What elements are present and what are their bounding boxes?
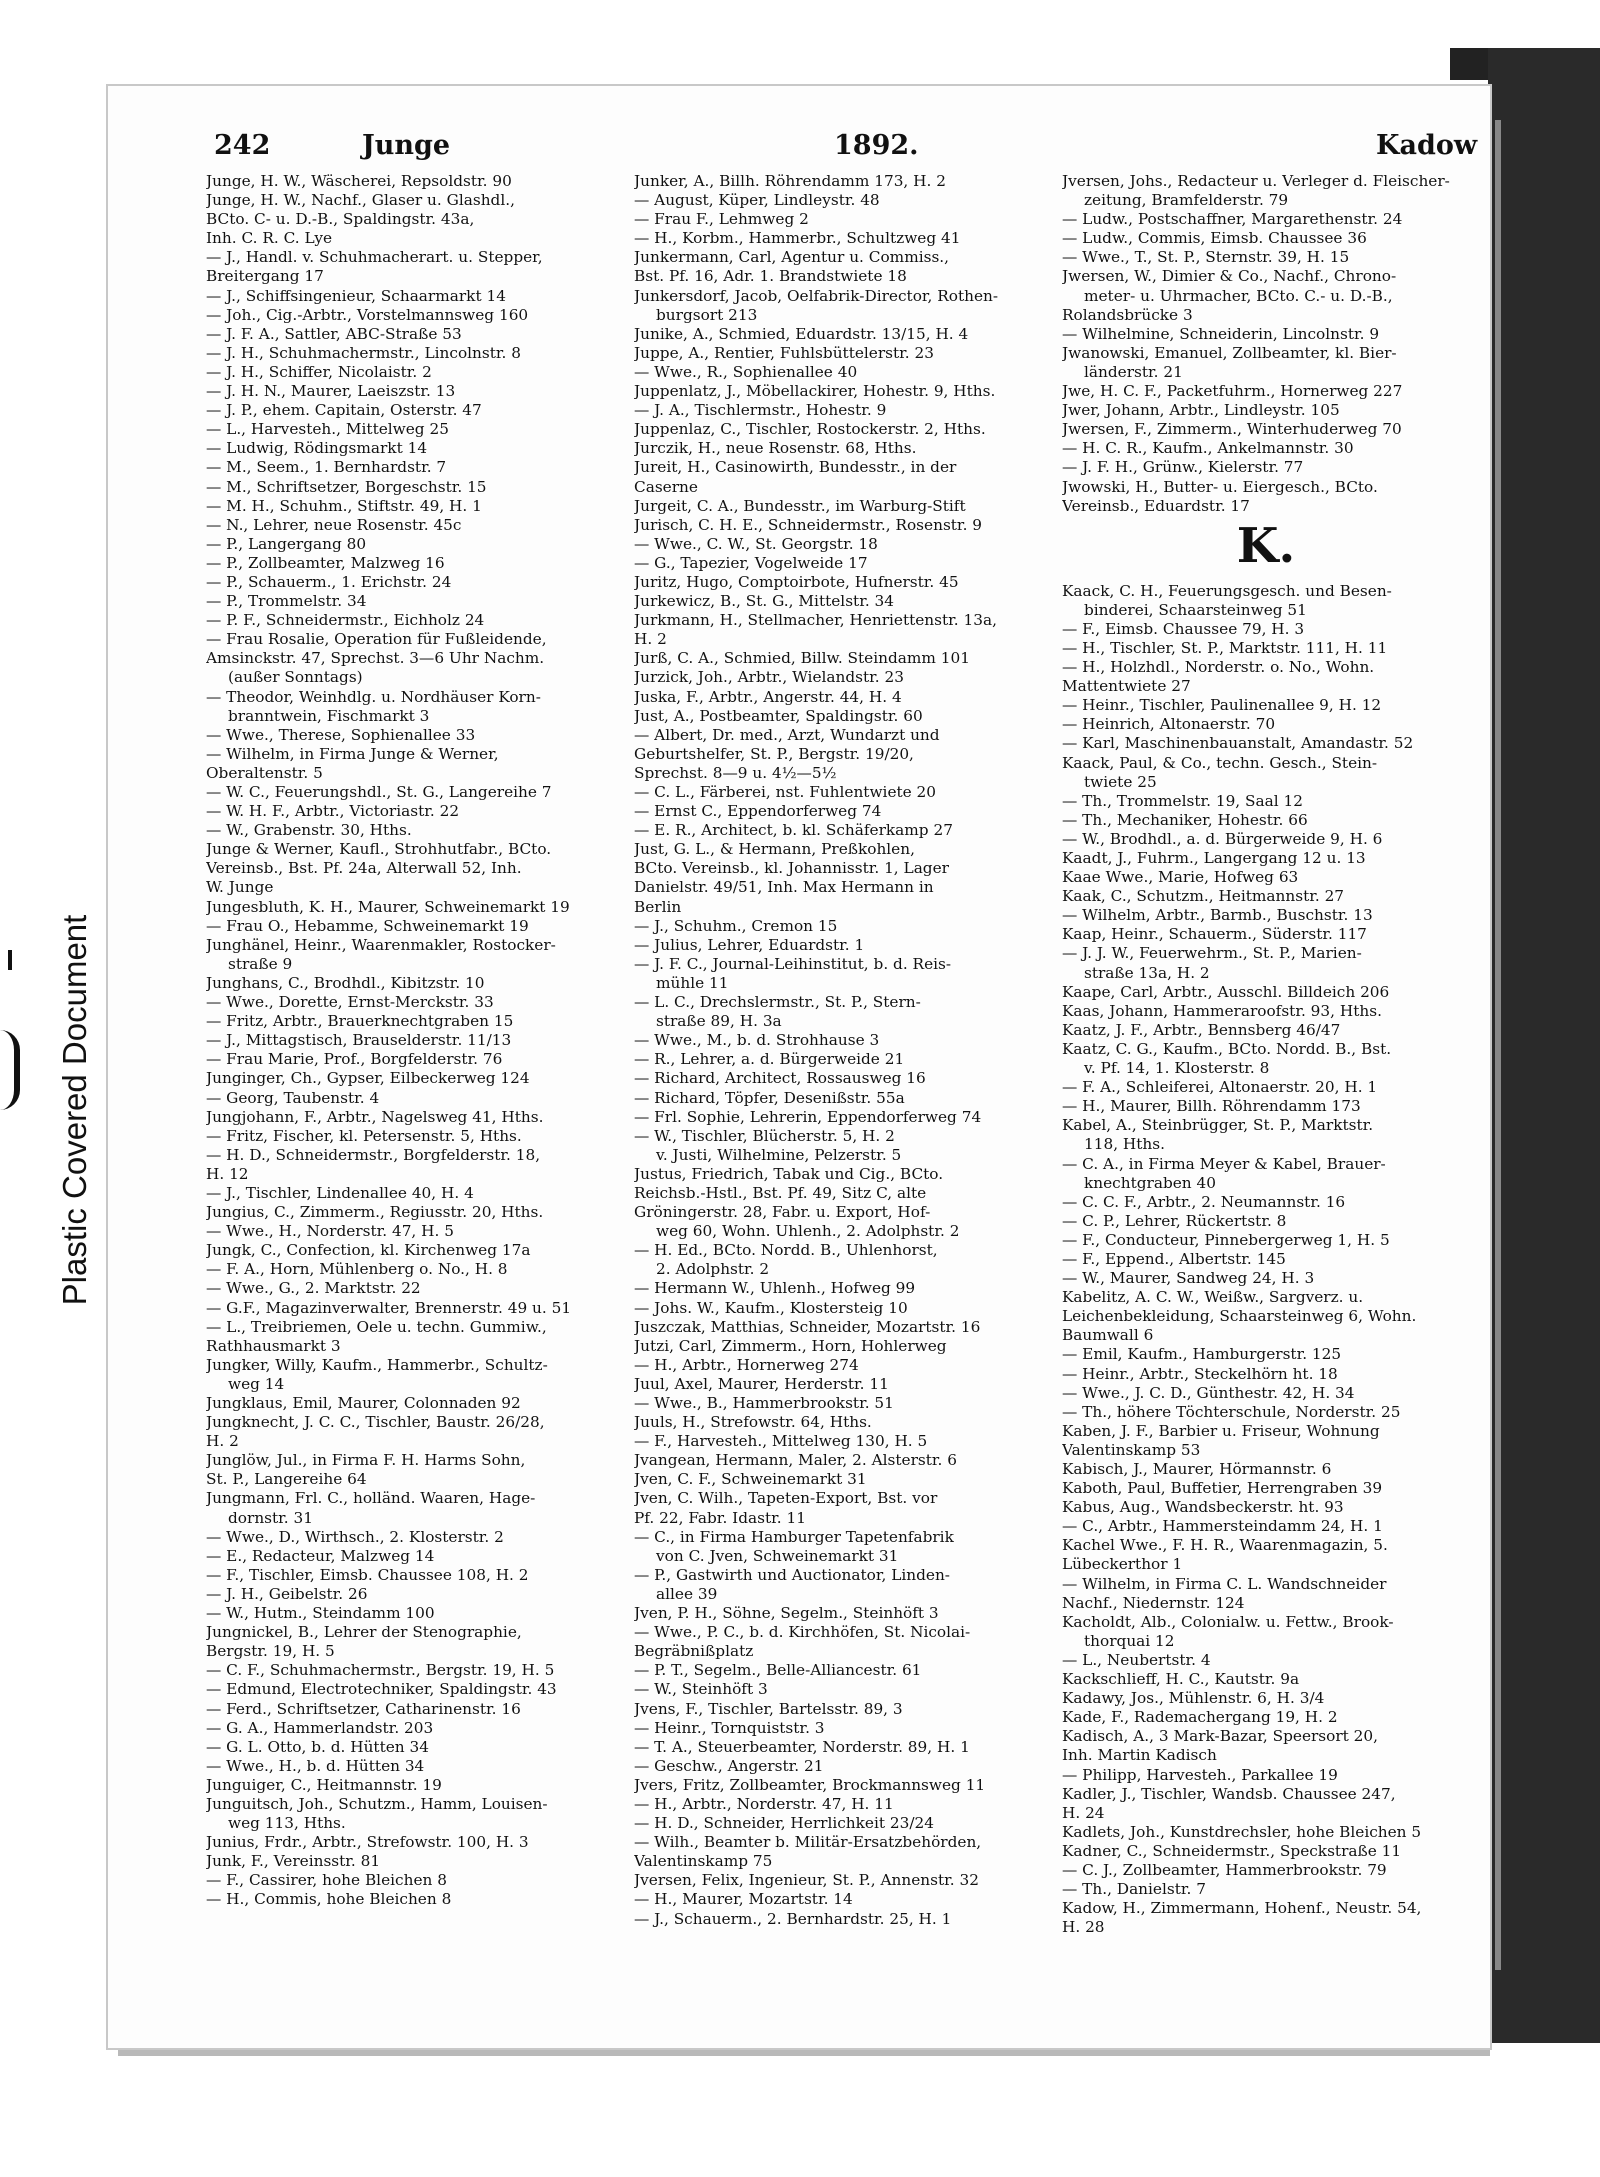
directory-entry: — L., Neubertstr. 4 — [1062, 1650, 1211, 1669]
directory-entry: St. P., Langereihe 64 — [206, 1470, 367, 1489]
directory-entry: — Fritz, Arbtr., Brauerknechtgraben 15 — [206, 1012, 514, 1031]
directory-entry: Just, A., Postbeamter, Spaldingstr. 60 — [634, 706, 923, 725]
directory-entry: — Frau Marie, Prof., Borgfelderstr. 76 — [206, 1050, 503, 1069]
directory-entry: — Frau Rosalie, Operation für Fußleidende, — [206, 630, 547, 649]
directory-entry: Jurisch, C. H. E., Schneidermstr., Rosenstr. 9 — [634, 515, 983, 534]
directory-entry: straße 9 — [228, 954, 293, 973]
directory-entry: Jungklaus, Emil, Maurer, Colonnaden 92 — [206, 1394, 521, 1412]
directory-entry: — Ludwig, Rödingsmarkt 14 — [206, 439, 428, 458]
directory-entry: — E. R., Architect, b. kl. Schäferkamp 27 — [634, 821, 953, 840]
directory-entry: von C. Jven, Schweinemarkt 31 — [656, 1546, 899, 1565]
directory-entry: Kadisch, A., 3 Mark-Bazar, Speersort 20, — [1062, 1727, 1379, 1746]
directory-entry: — L., Treibriemen, Oele u. techn. Gummiw., — [206, 1317, 547, 1336]
directory-entry: Juritz, Hugo, Comptoirbote, Hufnerstr. 45 — [634, 572, 959, 591]
directory-entry: — E., Redacteur, Malzweg 14 — [206, 1546, 435, 1565]
directory-entry: Leichenbekleidung, Schaarsteinweg 6, Wohn. — [1062, 1307, 1417, 1326]
directory-entry: — J. H. N., Maurer, Laeiszstr. 13 — [206, 382, 456, 401]
directory-entry: Kaatz, C. G., Kaufm., BCto. Nordd. B., Bst. — [1062, 1039, 1392, 1058]
directory-entry: Kadler, J., Tischler, Wandsb. Chaussee 247, — [1062, 1784, 1396, 1803]
directory-entry: BCto. Vereinsb., kl. Johannisstr. 1, Lager — [634, 859, 949, 878]
header-year: 1892. — [834, 130, 919, 161]
directory-entry: Bergstr. 19, H. 5 — [206, 1642, 335, 1661]
directory-entry: Sprechst. 8—9 u. 4½—5½ — [634, 763, 837, 782]
directory-entry: Junkermann, Carl, Agentur u. Commiss., — [634, 248, 950, 267]
directory-entry: — J. J. W., Feuerwehrm., St. P., Marien- — [1062, 944, 1362, 963]
directory-entry: — J. F. H., Grünw., Kielerstr. 77 — [1062, 458, 1304, 477]
directory-entry: Junguiger, C., Heitmannstr. 19 — [206, 1775, 442, 1794]
directory-entry: weg 60, Wohn. Uhlenh., 2. Adolphstr. 2 — [656, 1222, 960, 1241]
directory-entry: Junkersdorf, Jacob, Oelfabrik-Director, Rothen- — [634, 286, 999, 305]
directory-entry: — W., Steinhöft 3 — [634, 1680, 768, 1699]
directory-entry: Jungius, C., Zimmerm., Regiusstr. 20, Hths. — [206, 1203, 544, 1222]
directory-entry: — Ludw., Commis, Eimsb. Chaussee 36 — [1062, 229, 1367, 248]
directory-entry: Valentinskamp 53 — [1062, 1440, 1201, 1459]
directory-entry: twiete 25 — [1084, 772, 1157, 791]
directory-entry: — F., Conducteur, Pinnebergerweg 1, H. 5 — [1062, 1230, 1390, 1249]
directory-entry: — N., Lehrer, neue Rosenstr. 45c — [206, 515, 462, 534]
directory-entry: — H. C. R., Kaufm., Ankelmannstr. 30 — [1062, 439, 1354, 458]
column-3-bottom — [1062, 582, 1470, 1938]
directory-entry: allee 39 — [656, 1584, 718, 1603]
directory-entry: — J. P., ehem. Capitain, Osterstr. 47 — [206, 401, 482, 420]
directory-entry: Jvangean, Hermann, Maler, 2. Alsterstr. 6 — [634, 1451, 957, 1470]
directory-entry: — Wwe., P. C., b. d. Kirchhöfen, St. Nicolai- — [634, 1623, 971, 1642]
directory-entry: — Wilhelm, Arbtr., Barmb., Buschstr. 13 — [1062, 906, 1373, 925]
directory-entry: Jungjohann, F., Arbtr., Nagelsweg 41, Hths. — [206, 1107, 544, 1126]
directory-entry: — J. H., Schuhmachermstr., Lincolnstr. 8 — [206, 343, 521, 362]
directory-entry: — August, Küper, Lindleystr. 48 — [634, 191, 880, 210]
directory-entry: — G.F., Magazinverwalter, Brennerstr. 49 u. 51 — [206, 1298, 572, 1317]
directory-entry: Inh. Martin Kadisch — [1062, 1746, 1217, 1765]
directory-entry: v. Pf. 14, 1. Klosterstr. 8 — [1084, 1059, 1270, 1078]
directory-entry: — H., Maurer, Billh. Röhrendamm 173 — [1062, 1097, 1361, 1116]
directory-entry: — Theodor, Weinhdlg. u. Nordhäuser Korn- — [206, 687, 541, 706]
directory-entry: — H. Ed., BCto. Nordd. B., Uhlenhorst, — [634, 1241, 938, 1260]
directory-entry: Junge, H. W., Nachf., Glaser u. Glashdl., — [206, 191, 515, 210]
directory-entry: Juul, Axel, Maurer, Herderstr. 11 — [634, 1374, 889, 1393]
directory-entry: — Frau F., Lehmweg 2 — [634, 210, 809, 229]
directory-entry: Jurgeit, C. A., Bundesstr., im Warburg-Stift — [634, 496, 966, 515]
directory-entry: Rathhausmarkt 3 — [206, 1336, 341, 1355]
directory-entry: — H., Arbtr., Norderstr. 47, H. 11 — [634, 1794, 894, 1813]
directory-entry: — Johs. W., Kaufm., Klostersteig 10 — [634, 1298, 908, 1317]
directory-entry: — Richard, Architect, Rossausweg 16 — [634, 1069, 926, 1088]
directory-entry: straße 13a, H. 2 — [1084, 963, 1210, 982]
directory-entry: Berlin — [634, 897, 682, 916]
directory-entry: knechtgraben 40 — [1084, 1173, 1216, 1192]
directory-entry: Juska, F., Arbtr., Angerstr. 44, H. 4 — [634, 687, 902, 706]
directory-entry: 2. Adolphstr. 2 — [656, 1260, 770, 1279]
directory-entry: Junghans, C., Brodhdl., Kibitzstr. 10 — [206, 973, 485, 992]
directory-entry: Jwanowski, Emanuel, Zollbeamter, kl. Bier- — [1062, 343, 1397, 362]
directory-entry: Reichsb.-Hstl., Bst. Pf. 49, Sitz C, alte — [634, 1183, 927, 1202]
directory-entry: — H., Maurer, Mozartstr. 14 — [634, 1890, 853, 1909]
directory-entry: — Heinr., Tischler, Paulinenallee 9, H. 12 — [1062, 696, 1382, 715]
directory-entry: — Frl. Sophie, Lehrerin, Eppendorferweg 74 — [634, 1107, 982, 1126]
directory-entry: — Wwe., D., Wirthsch., 2. Klosterstr. 2 — [206, 1527, 504, 1546]
directory-entry: — Philipp, Harvesteh., Parkallee 19 — [1062, 1765, 1338, 1784]
directory-entry: Jurß, C. A., Schmied, Billw. Steindamm 101 — [634, 649, 970, 668]
directory-entry: — C. L., Färberei, nst. Fuhlentwiete 20 — [634, 783, 937, 801]
scan-mark — [8, 950, 12, 970]
directory-entry: — Wilhelmine, Schneiderin, Lincolnstr. 9 — [1062, 324, 1380, 343]
directory-entry: Geburtshelfer, St. P., Bergstr. 19/20, — [634, 744, 914, 763]
directory-entry: Junghänel, Heinr., Waarenmakler, Rostocker- — [206, 935, 556, 954]
directory-entry: — J., Schauerm., 2. Bernhardstr. 25, H. 1 — [634, 1909, 952, 1928]
directory-entry: — H., Arbtr., Hornerweg 274 — [634, 1355, 859, 1374]
directory-entry: Kaboth, Paul, Buffetier, Herrengraben 39 — [1062, 1479, 1383, 1498]
directory-entry: — H., Korbm., Hammerbr., Schultzweg 41 — [634, 229, 961, 248]
directory-entry: — Wilhelm, in Firma C. L. Wandschneider — [1062, 1574, 1387, 1593]
directory-entry: Kadner, C., Schneidermstr., Speckstraße 11 — [1062, 1841, 1402, 1860]
directory-entry: — P., Gastwirth und Auctionator, Linden- — [634, 1565, 950, 1584]
directory-entry: — Fritz, Fischer, kl. Petersenstr. 5, Hths. — [206, 1126, 522, 1145]
directory-entry: Kadlets, Joh., Kunstdrechsler, hohe Bleichen 5 — [1062, 1822, 1422, 1841]
directory-entry: Juszczak, Matthias, Schneider, Mozartstr. 16 — [634, 1317, 981, 1336]
directory-entry: burgsort 213 — [656, 305, 758, 324]
directory-entry: Begräbnißplatz — [634, 1642, 754, 1661]
directory-entry: — G. A., Hammerlandstr. 203 — [206, 1718, 434, 1737]
directory-columns — [206, 172, 1458, 2022]
directory-entry: Kade, F., Rademachergang 19, H. 2 — [1062, 1708, 1338, 1727]
directory-entry: Oberaltenstr. 5 — [206, 763, 323, 782]
directory-entry: H. 28 — [1062, 1918, 1105, 1937]
directory-entry: Kaack, Paul, & Co., techn. Gesch., Stein- — [1062, 753, 1378, 772]
directory-entry: Kachel Wwe., F. H. R., Waarenmagazin, 5. — [1062, 1536, 1388, 1555]
directory-entry: H. 2 — [634, 630, 667, 649]
directory-entry: — C. J., Zollbeamter, Hammerbrookstr. 79 — [1062, 1860, 1387, 1879]
directory-entry: Kaas, Johann, Hammeraroofstr. 93, Hths. — [1062, 1001, 1382, 1020]
directory-entry: Juppenlatz, J., Möbellackirer, Hohestr. 9, Hths. — [634, 382, 996, 401]
directory-entry: Kacholdt, Alb., Colonialw. u. Fettw., Brook- — [1062, 1612, 1394, 1631]
directory-entry: Jwe, H. C. F., Packetfuhrm., Hornerweg 227 — [1062, 382, 1403, 401]
column-3 — [1062, 172, 1470, 1937]
directory-entry: — J. F. C., Journal-Leihinstitut, b. d. Reis- — [634, 954, 952, 973]
directory-entry: — C., in Firma Hamburger Tapetenfabrik — [634, 1527, 954, 1546]
directory-entry: länderstr. 21 — [1084, 362, 1183, 381]
directory-entry: — W. C., Feuerungshdl., St. G., Langereihe 7 — [206, 783, 552, 801]
directory-entry: mühle 11 — [656, 973, 729, 992]
directory-entry: — Hermann W., Uhlenh., Hofweg 99 — [634, 1279, 916, 1298]
directory-entry: — H. D., Schneider, Herrlichkeit 23/24 — [634, 1814, 934, 1833]
directory-entry: Kaak, C., Schutzm., Heitmannstr. 27 — [1062, 887, 1345, 906]
directory-entry: — M., Schriftsetzer, Borgeschstr. 15 — [206, 477, 487, 496]
directory-entry: — Ludw., Postschaffner, Margarethenstr. 24 — [1062, 210, 1403, 229]
directory-entry: — F., Eimsb. Chaussee 79, H. 3 — [1062, 619, 1305, 638]
directory-entry: — Th., höhere Töchterschule, Norderstr. 25 — [1062, 1402, 1401, 1421]
directory-entry: Justus, Friedrich, Tabak und Cig., BCto. — [634, 1164, 944, 1183]
directory-entry: Kabel, A., Steinbrügger, St. P., Marktstr. — [1062, 1116, 1374, 1135]
directory-entry: Jureit, H., Casinowirth, Bundesstr., in der — [634, 458, 957, 477]
directory-entry: — Wwe., M., b. d. Strohhause 3 — [634, 1031, 880, 1050]
directory-entry: — P. T., Segelm., Belle-Alliancestr. 61 — [634, 1661, 922, 1680]
directory-entry: Jungknecht, J. C. C., Tischler, Baustr. 26/28, — [206, 1413, 545, 1432]
column-2 — [634, 172, 1042, 1929]
directory-entry: Jurkewicz, B., St. G., Mittelstr. 34 — [634, 592, 895, 611]
directory-entry: — Albert, Dr. med., Arzt, Wundarzt und — [634, 725, 940, 744]
directory-entry: Kaack, C. H., Feuerungsgesch. und Besen- — [1062, 581, 1392, 600]
directory-entry: Caserne — [634, 477, 698, 496]
header-right-word: Kadow — [1376, 130, 1478, 161]
directory-entry: Junginger, Ch., Gypser, Eilbeckerweg 124 — [206, 1069, 530, 1088]
directory-entry: Jwersen, W., Dimier & Co., Nachf., Chrono- — [1062, 267, 1397, 286]
directory-entry: — H., Commis, hohe Bleichen 8 — [206, 1890, 452, 1909]
directory-entry: — M. H., Schuhm., Stiftstr. 49, H. 1 — [206, 496, 482, 515]
directory-entry: — C. P., Lehrer, Rückertstr. 8 — [1062, 1211, 1287, 1230]
directory-entry: — W., Brodhdl., a. d. Bürgerweide 9, H. 6 — [1062, 829, 1383, 848]
directory-entry: Kabisch, J., Maurer, Hörmannstr. 6 — [1062, 1460, 1332, 1478]
directory-entry: — W., Hutm., Steindamm 100 — [206, 1604, 435, 1623]
directory-entry: — Karl, Maschinenbauanstalt, Amandastr. 52 — [1062, 734, 1414, 753]
directory-entry: meter- u. Uhrmacher, BCto. C.- u. D.-B., — [1084, 286, 1393, 305]
directory-entry: — J., Tischler, Lindenallee 40, H. 4 — [206, 1183, 474, 1202]
directory-entry: — F., Eppend., Albertstr. 145 — [1062, 1249, 1286, 1268]
directory-entry: Danielstr. 49/51, Inh. Max Hermann in — [634, 878, 934, 897]
directory-entry: — C. C. F., Arbtr., 2. Neumannstr. 16 — [1062, 1192, 1346, 1211]
directory-entry: Junge, H. W., Wäscherei, Repsoldstr. 90 — [206, 172, 512, 190]
directory-entry: W. Junge — [206, 878, 274, 897]
directory-entry: Rolandsbrücke 3 — [1062, 305, 1193, 324]
page-number: 242 — [214, 130, 271, 161]
directory-entry: Kackschlieff, H. C., Kautstr. 9a — [1062, 1670, 1300, 1689]
directory-entry: branntwein, Fischmarkt 3 — [228, 706, 430, 725]
directory-entry: Junglöw, Jul., in Firma F. H. Harms Sohn, — [206, 1451, 526, 1470]
directory-entry: — Joh., Cig.-Arbtr., Vorstelmannsweg 160 — [206, 305, 529, 324]
column-1 — [206, 172, 614, 1910]
directory-entry: Mattentwiete 27 — [1062, 677, 1191, 696]
sidebar-label: Plastic Covered Document — [56, 914, 93, 1306]
directory-entry: — Georg, Taubenstr. 4 — [206, 1088, 380, 1107]
directory-entry: Jungnickel, B., Lehrer der Stenographie, — [206, 1623, 522, 1642]
directory-entry: — Emil, Kaufm., Hamburgerstr. 125 — [1062, 1345, 1342, 1364]
directory-entry: — J., Handl. v. Schuhmacherart. u. Stepper, — [206, 248, 543, 267]
directory-entry: Nachf., Niedernstr. 124 — [1062, 1593, 1245, 1612]
header-left-word: Junge — [362, 130, 451, 161]
directory-entry: Gröningerstr. 28, Fabr. u. Export, Hof- — [634, 1203, 931, 1222]
directory-entry: Pf. 22, Fabr. Idastr. 11 — [634, 1508, 806, 1527]
directory-entry: Junike, A., Schmied, Eduardstr. 13/15, H. 4 — [634, 324, 969, 343]
directory-entry: BCto. C- u. D.-B., Spaldingstr. 43a, — [206, 210, 475, 229]
directory-entry: Kabus, Aug., Wandsbeckerstr. ht. 93 — [1062, 1498, 1344, 1517]
directory-entry: — Wwe., Therese, Sophienallee 33 — [206, 725, 476, 744]
directory-entry: — F., Tischler, Eimsb. Chaussee 108, H. 2 — [206, 1565, 529, 1584]
directory-entry: Jurzick, Joh., Arbtr., Wielandstr. 23 — [634, 668, 904, 687]
directory-entry: — Julius, Lehrer, Eduardstr. 1 — [634, 935, 865, 954]
directory-entry: Junk, F., Vereinsstr. 81 — [206, 1852, 381, 1871]
directory-entry: — P., Schauerm., 1. Erichstr. 24 — [206, 572, 452, 591]
directory-entry: v. Justi, Wilhelmine, Pelzerstr. 5 — [656, 1145, 902, 1164]
directory-entry: — P., Langergang 80 — [206, 534, 367, 553]
directory-entry: — Frau O., Hebamme, Schweinemarkt 19 — [206, 916, 529, 935]
directory-entry: — Richard, Töpfer, Desenißstr. 55a — [634, 1088, 905, 1107]
directory-entry: Bst. Pf. 16, Adr. 1. Brandstwiete 18 — [634, 267, 907, 286]
directory-entry: Jwersen, F., Zimmerm., Winterhuderweg 70 — [1062, 420, 1402, 439]
directory-entry: — Heinr., Tornquiststr. 3 — [634, 1718, 825, 1737]
directory-entry: — Wwe., H., Norderstr. 47, H. 5 — [206, 1222, 454, 1241]
directory-entry: Jversen, Johs., Redacteur u. Verleger d. Fleischer- — [1062, 172, 1450, 190]
directory-entry: — W., Tischler, Blücherstr. 5, H. 2 — [634, 1126, 895, 1145]
column-3-top — [1062, 172, 1470, 516]
directory-entry: Jwowski, H., Butter- u. Eiergesch., BCto. — [1062, 477, 1378, 496]
directory-entry: Junge & Werner, Kaufl., Strohhutfabr., BCto. — [206, 840, 552, 859]
directory-entry: thorquai 12 — [1084, 1631, 1175, 1650]
directory-entry: Jungesbluth, K. H., Maurer, Schweinemarkt 19 — [206, 897, 570, 916]
directory-entry: — P., Trommelstr. 34 — [206, 592, 367, 611]
directory-entry: — H. D., Schneidermstr., Borgfelderstr. 18, — [206, 1145, 541, 1164]
directory-entry: — J. H., Geibelstr. 26 — [206, 1584, 368, 1603]
directory-entry: Kaben, J. F., Barbier u. Friseur, Wohnung — [1062, 1421, 1380, 1440]
directory-entry: 118, Hths. — [1084, 1135, 1165, 1154]
directory-entry: Kaadt, J., Fuhrm., Langergang 12 u. 13 — [1062, 849, 1366, 867]
directory-entry: Vereinsb., Bst. Pf. 24a, Alterwall 52, Inh. — [206, 859, 522, 878]
directory-entry: — H., Holzhdl., Norderstr. o. No., Wohn. — [1062, 658, 1375, 677]
directory-entry: Kaape, Carl, Arbtr., Ausschl. Billdeich 206 — [1062, 982, 1390, 1001]
directory-entry: — Wwe., C. W., St. Georgstr. 18 — [634, 534, 878, 553]
directory-entry: — L. C., Drechslermstr., St. P., Stern- — [634, 993, 921, 1012]
directory-entry: Jven, C. F., Schweinemarkt 31 — [634, 1470, 867, 1489]
directory-entry: Juppe, A., Rentier, Fuhlsbüttelerstr. 23 — [634, 343, 934, 362]
directory-entry: Inh. C. R. C. Lye — [206, 229, 333, 248]
directory-entry: Kaatz, J. F., Arbtr., Bennsberg 46/47 — [1062, 1020, 1341, 1039]
scan-mark-curve — [0, 1030, 20, 1110]
directory-entry: — J. H., Schiffer, Nicolaistr. 2 — [206, 362, 432, 381]
directory-entry: — R., Lehrer, a. d. Bürgerweide 21 — [634, 1050, 905, 1069]
directory-entry: — C., Arbtr., Hammersteindamm 24, H. 1 — [1062, 1517, 1383, 1536]
directory-entry: — Wwe., Dorette, Ernst-Merckstr. 33 — [206, 993, 494, 1012]
directory-entry: — Ferd., Schriftsetzer, Catharinenstr. 16 — [206, 1699, 521, 1718]
directory-entry: Kadawy, Jos., Mühlenstr. 6, H. 3/4 — [1062, 1689, 1325, 1708]
directory-entry: H. 2 — [206, 1432, 239, 1451]
directory-entry: — J., Schiffsingenieur, Schaarmarkt 14 — [206, 286, 506, 305]
page-header — [214, 130, 1478, 170]
directory-entry: — Edmund, Electrotechniker, Spaldingstr. 43 — [206, 1680, 557, 1699]
directory-entry: H. 24 — [1062, 1803, 1105, 1822]
directory-entry: Junguitsch, Joh., Schutzm., Hamm, Louisen- — [206, 1794, 548, 1813]
directory-entry: zeitung, Bramfelderstr. 79 — [1084, 191, 1289, 210]
directory-entry: Jvens, F., Tischler, Bartelsstr. 89, 3 — [634, 1699, 903, 1718]
directory-entry: — Th., Mechaniker, Hohestr. 66 — [1062, 810, 1308, 829]
directory-entry: — Wwe., R., Sophienallee 40 — [634, 362, 858, 381]
directory-entry: Vereinsb., Eduardstr. 17 — [1062, 496, 1250, 515]
directory-entry: — Wwe., T., St. P., Sternstr. 39, H. 15 — [1062, 248, 1350, 267]
directory-entry: Kaap, Heinr., Schauerm., Süderstr. 117 — [1062, 925, 1367, 944]
directory-entry: weg 14 — [228, 1374, 285, 1393]
directory-entry: (außer Sonntags) — [228, 668, 363, 687]
directory-entry: Kaae Wwe., Marie, Hofweg 63 — [1062, 868, 1299, 887]
directory-entry: Lübeckerthor 1 — [1062, 1555, 1183, 1574]
directory-entry: Kabelitz, A. C. W., Weißw., Sargverz. u. — [1062, 1288, 1364, 1307]
directory-entry: Jven, C. Wilh., Tapeten-Export, Bst. vor — [634, 1489, 938, 1508]
directory-entry: dornstr. 31 — [228, 1508, 313, 1527]
directory-entry: — Wilhelm, in Firma Junge & Werner, — [206, 744, 499, 763]
binding-edge-highlight — [1495, 120, 1501, 1970]
directory-entry: — J., Mittagstisch, Brauselderstr. 11/13 — [206, 1031, 512, 1050]
directory-entry: Jurkmann, H., Stellmacher, Henriettenstr. 13a, — [634, 611, 997, 630]
directory-entry: — H., Tischler, St. P., Marktstr. 111, H. 11 — [1062, 638, 1388, 657]
binding-edge — [1488, 48, 1600, 2043]
directory-entry: — M., Seem., 1. Bernhardstr. 7 — [206, 458, 447, 477]
directory-entry: weg 113, Hths. — [228, 1814, 346, 1833]
directory-entry: — Wwe., G., 2. Marktstr. 22 — [206, 1279, 421, 1298]
directory-entry: — P., Zollbeamter, Malzweg 16 — [206, 553, 445, 572]
directory-entry: — C. A., in Firma Meyer & Kabel, Brauer- — [1062, 1154, 1386, 1173]
directory-entry: Jwer, Johann, Arbtr., Lindleystr. 105 — [1062, 401, 1340, 420]
directory-entry: Just, G. L., & Hermann, Preßkohlen, — [634, 840, 915, 859]
directory-entry: — P. F., Schneidermstr., Eichholz 24 — [206, 611, 485, 630]
directory-entry: Jven, P. H., Söhne, Segelm., Steinhöft 3 — [634, 1604, 939, 1623]
directory-entry: — W., Grabenstr. 30, Hths. — [206, 821, 412, 840]
directory-entry: Breitergang 17 — [206, 267, 324, 286]
directory-entry: — W., Maurer, Sandweg 24, H. 3 — [1062, 1269, 1315, 1288]
directory-entry: — Wwe., J. C. D., Günthestr. 42, H. 34 — [1062, 1383, 1355, 1402]
directory-entry: Valentinskamp 75 — [634, 1852, 773, 1871]
directory-entry: Jungmann, Frl. C., holländ. Waaren, Hage- — [206, 1489, 536, 1508]
directory-entry: H. 12 — [206, 1164, 249, 1183]
directory-entry: Junker, A., Billh. Röhrendamm 173, H. 2 — [634, 172, 946, 190]
directory-entry: Jungk, C., Confection, kl. Kirchenweg 17a — [206, 1241, 531, 1260]
directory-entry: Baumwall 6 — [1062, 1326, 1154, 1345]
directory-entry: Junius, Frdr., Arbtr., Strefowstr. 100, H. 3 — [206, 1833, 529, 1852]
sidebar — [0, 0, 100, 2177]
directory-entry: — F., Harvesteh., Mittelweg 130, H. 5 — [634, 1432, 928, 1451]
directory-entry: binderei, Schaarsteinweg 51 — [1084, 600, 1307, 619]
directory-entry: Kadow, H., Zimmermann, Hohenf., Neustr. 54, — [1062, 1899, 1422, 1918]
directory-entry: Jversen, Felix, Ingenieur, St. P., Annenstr. 32 — [634, 1871, 979, 1890]
directory-entry: Jvers, Fritz, Zollbeamter, Brockmannsweg 11 — [634, 1775, 986, 1794]
directory-entry: — J. F. A., Sattler, ABC-Straße 53 — [206, 324, 462, 343]
directory-entry: — F. A., Schleiferei, Altonaerstr. 20, H. 1 — [1062, 1078, 1378, 1097]
directory-entry: — L., Harvesteh., Mittelweg 25 — [206, 420, 449, 439]
directory-entry: Jurczik, H., neue Rosenstr. 68, Hths. — [634, 439, 917, 458]
directory-entry: — T. A., Steuerbeamter, Norderstr. 89, H. 1 — [634, 1737, 970, 1756]
directory-entry: — Heinrich, Altonaerstr. 70 — [1062, 715, 1276, 734]
directory-entry: — Ernst C., Eppendorferweg 74 — [634, 802, 882, 821]
directory-entry: — G. L. Otto, b. d. Hütten 34 — [206, 1737, 429, 1756]
directory-entry: — G., Tapezier, Vogelweide 17 — [634, 553, 868, 572]
directory-entry: — Th., Trommelstr. 19, Saal 12 — [1062, 791, 1303, 810]
directory-entry: — Wilh., Beamter b. Militär-Ersatzbehörden, — [634, 1833, 982, 1852]
directory-entry: — Geschw., Angerstr. 21 — [634, 1756, 824, 1775]
directory-entry: straße 89, H. 3a — [656, 1012, 782, 1031]
directory-entry: Jungker, Willy, Kaufm., Hammerbr., Schultz- — [206, 1355, 548, 1374]
directory-entry: — W. H. F., Arbtr., Victoriastr. 22 — [206, 802, 460, 821]
directory-entry: — Wwe., H., b. d. Hütten 34 — [206, 1756, 425, 1775]
directory-entry: Juppenlaz, C., Tischler, Rostockerstr. 2, Hths. — [634, 420, 986, 439]
directory-entry: — J. A., Tischlermstr., Hohestr. 9 — [634, 401, 887, 420]
directory-entry: Juuls, H., Strefowstr. 64, Hths. — [634, 1413, 872, 1432]
section-letter: K. — [1236, 517, 1296, 574]
directory-entry: — J., Schuhm., Cremon 15 — [634, 916, 838, 935]
directory-entry: Amsinckstr. 47, Sprechst. 3—6 Uhr Nachm. — [206, 649, 545, 668]
directory-entry: — Heinr., Arbtr., Steckelhörn ht. 18 — [1062, 1364, 1338, 1383]
directory-entry: — Th., Danielstr. 7 — [1062, 1880, 1206, 1899]
directory-entry: — Wwe., B., Hammerbrookstr. 51 — [634, 1394, 894, 1412]
directory-entry: — F. A., Horn, Mühlenberg o. No., H. 8 — [206, 1260, 508, 1279]
directory-entry: — F., Cassirer, hohe Bleichen 8 — [206, 1871, 447, 1890]
directory-entry: — C. F., Schuhmachermstr., Bergstr. 19, H. 5 — [206, 1661, 555, 1680]
directory-entry: Jutzi, Carl, Zimmerm., Horn, Hohlerweg — [634, 1336, 947, 1355]
